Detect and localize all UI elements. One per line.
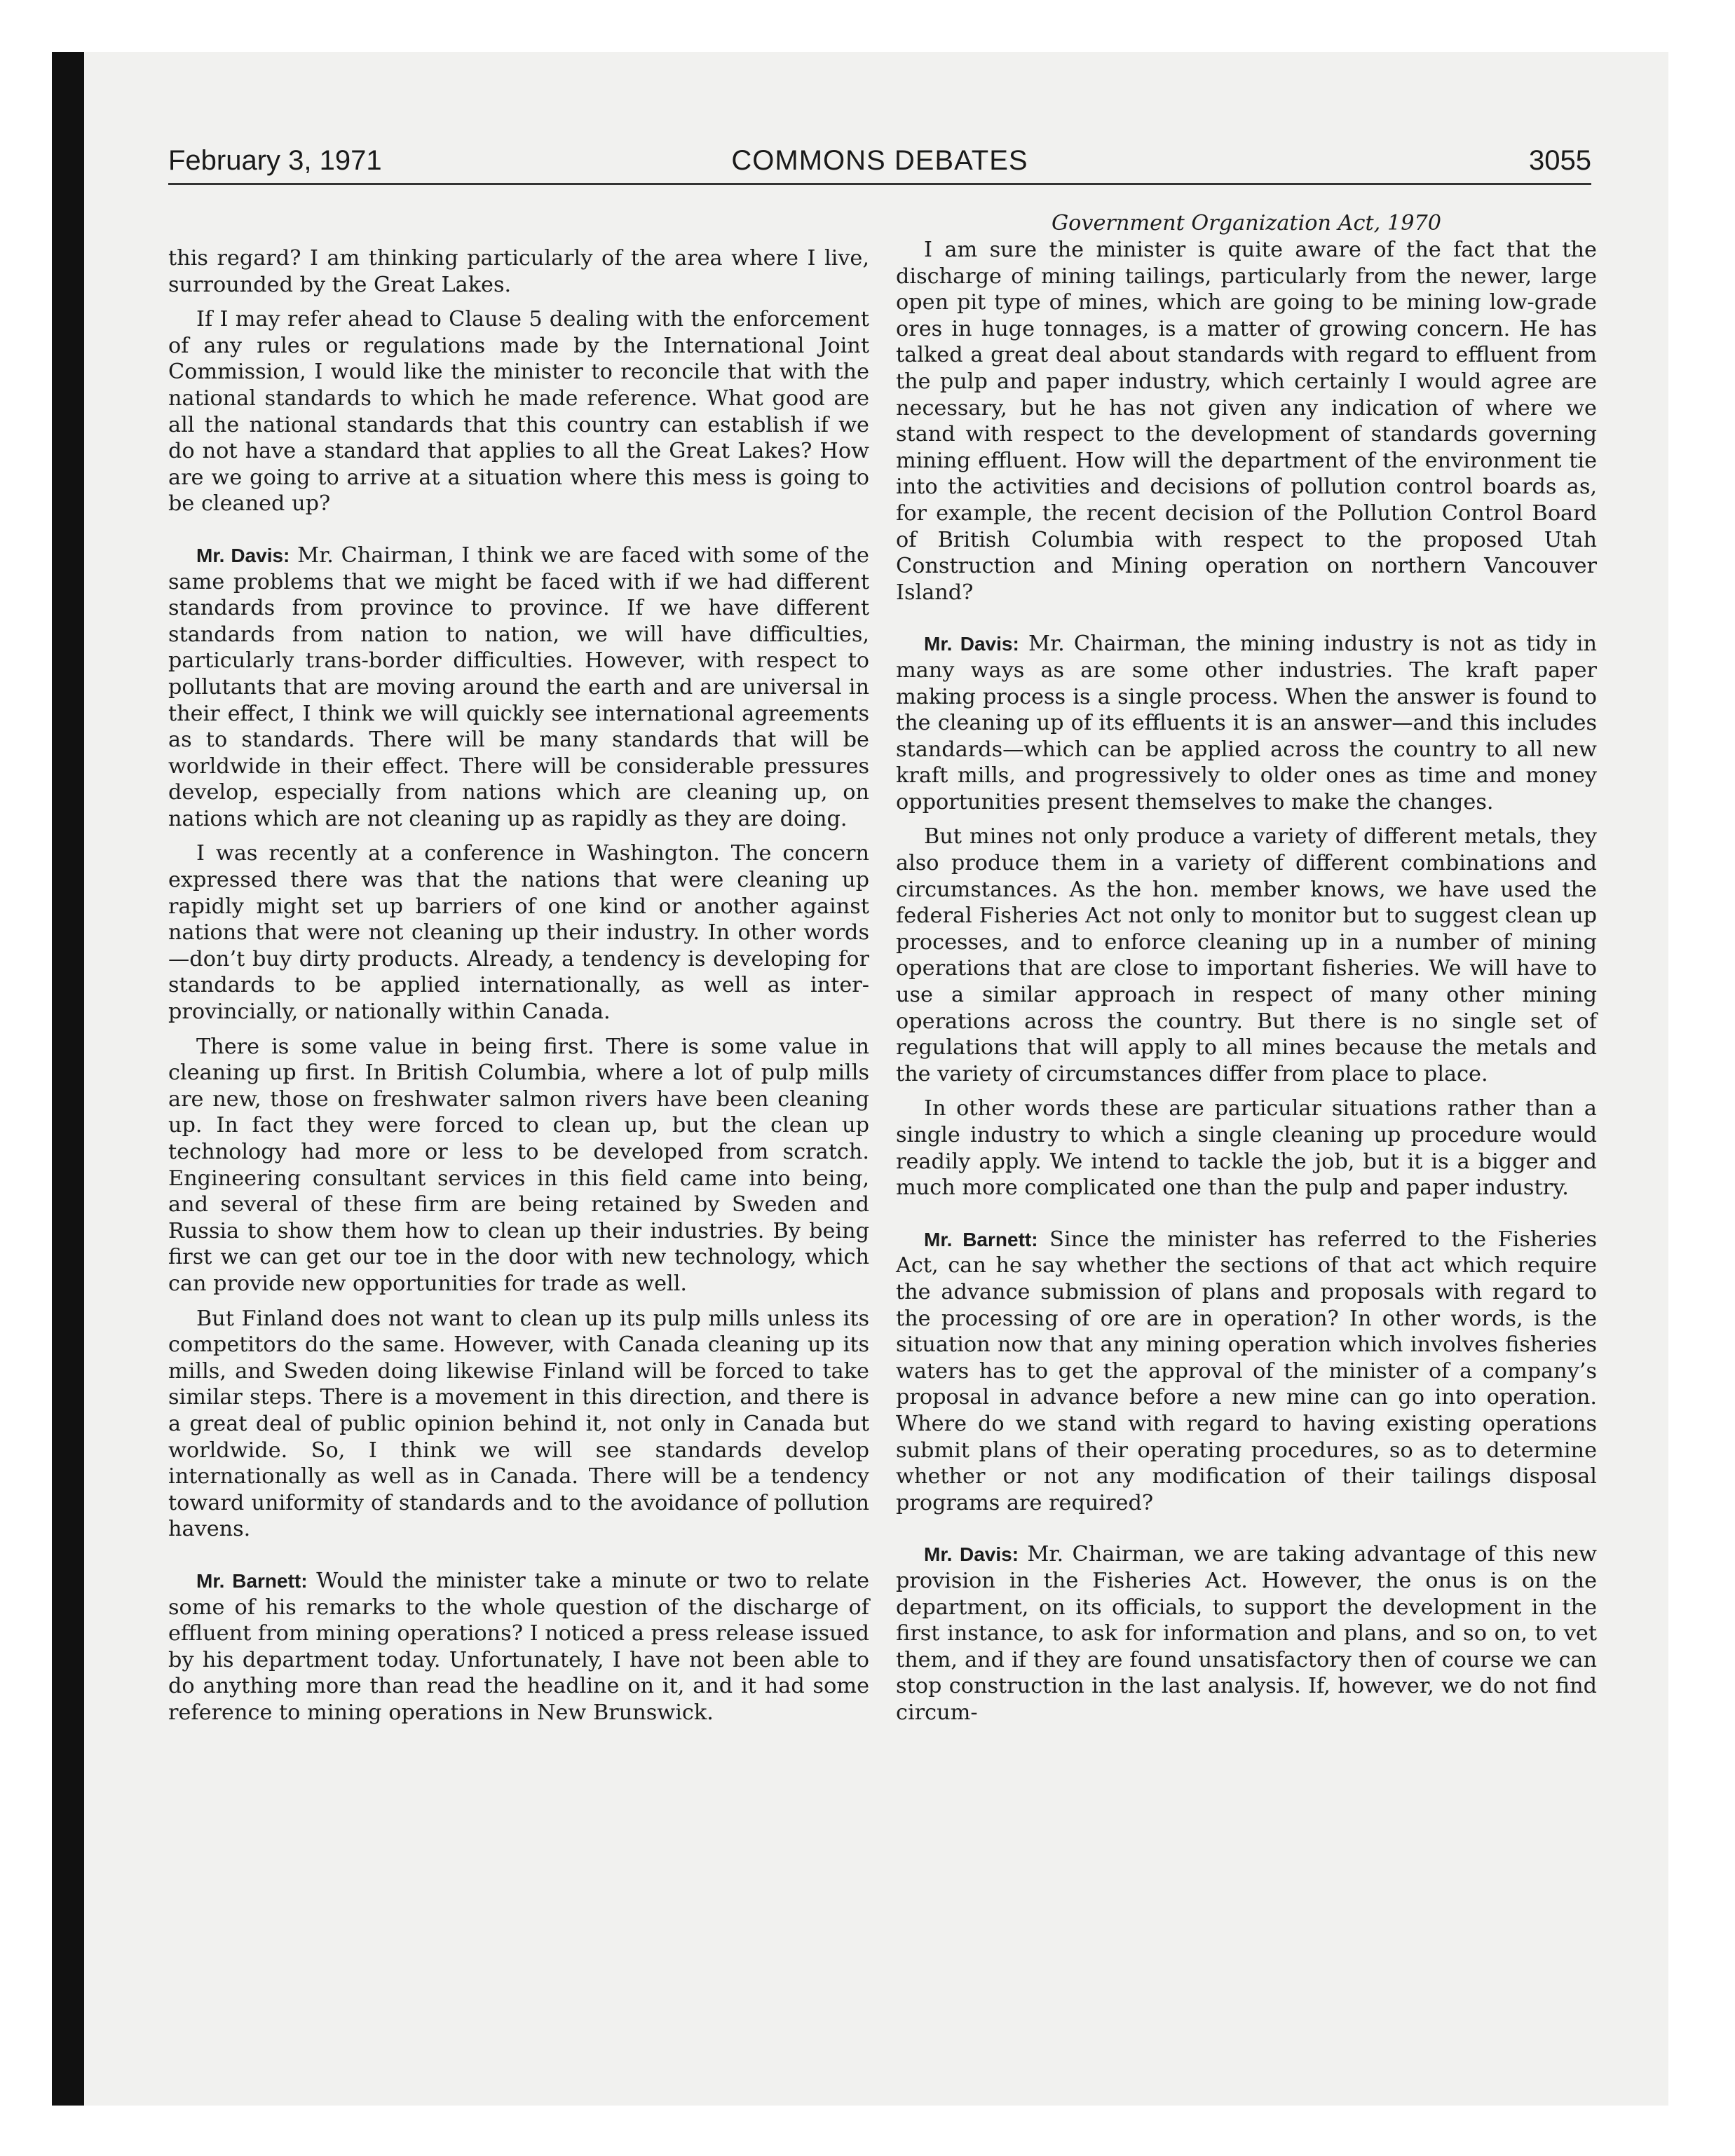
speech-text: Mr. Chairman, we are taking advantage of this new provision in the Fisheries Act. However, the onus is on the department, on its officials, to support the development in the first instance, to ask for information and plans, and so on, to vet them, and if they are found unsatisfactory then of course we can stop construction in the last analysis. If, however, we do not find circum- [896,1542,1597,1725]
speech-paragraph [896,1541,1597,1726]
paragraph: I am sure the minister is quite aware of the fact that the discharge of mining tailings, particularly from the newer, large open pit type of mines, which are going to be mining low-grade ores in huge tonnages, is a matter of growing concern. He has talked a great deal about standards with regard to effluent from the pulp and paper industry, which certainly I would agree are necessary, but he has not given any indication of where we stand with respect to the development of standards governing mining effluent. How will the department of the environment tie into the activities and decisions of pollution control boards as, for example, the recent decision of the Pollution Control Board of British Columbia with respect to the proposed Utah Construction and Mining operation on northern Vancouver Island? [896,238,1597,605]
running-head: Government Organization Act, 1970 [1051,211,1442,236]
paragraph: But mines not only produce a variety of different metals, they also produce them in a variety of different combinations and circumstances. As the hon. member knows, we have used the federal Fisheries Act not only to monitor but to suggest clean up processes, and to enforce cleaning up in a number of mining operations that are close to important fisheries. We will have to use a similar approach in respect of many other mining operations across the country. But there is no single set of regulations that will apply to all mines because the metals and the variety of circumstances differ from place to place. [896,824,1597,1086]
right-column [896,210,1597,1734]
speaker-name: Mr. Davis: [924,1543,1019,1566]
page-header [168,144,1591,185]
paragraph: In other words these are particular situations rather than a single industry to which a single cleaning up procedure would readily apply. We intend to tackle the job, but it is a bigger and much more complicated one than the pulp and paper industry. [896,1096,1597,1201]
speech-paragraph [168,543,869,833]
header-title: COMMONS DEBATES [731,145,1028,176]
speaker-name: Mr. Davis: [924,633,1019,655]
page-number: 3055 [1529,145,1591,176]
speech-text: Since the minister has referred to the Fisheries Act, can he say whether the sections of that act which require the advance submission of plans and proposals with regard to the processing of ore are in operation? In other words, is the situation now that any mining operation which involves fisheries waters has to get the approval of the minister of a company’s proposal in advance before a new mine can go into operation. Where do we stand with regard to having existing operations submit plans of their operating procedures, so as to determine whether or not any modification of their tailings disposal programs are required? [896,1227,1598,1515]
paragraph: If I may refer ahead to Clause 5 dealing with the enforcement of any rules or regulations made by the International Joint Commission, I would like the minister to reconcile that with the national standards to which he made reference. What good are all the national standards that this country can establish if we do not have a standard that applies to all the Great Lakes? How are we going to arrive at a situation where this mess is going to be cleaned up? [168,307,869,517]
scan-left-margin [52,52,84,2106]
speaker-name: Mr. Davis: [196,544,290,566]
left-column [168,245,869,1734]
speech-paragraph [168,1568,869,1726]
speech-paragraph [896,631,1597,815]
paragraph: But Finland does not want to clean up its pulp mills unless its competitors do the same. However, with Canada cleaning up its mills, and Sweden doing likewise Finland will be forced to take similar steps. There is a movement in this direction, and there is a great deal of public opinion behind it, not only in Canada but worldwide. So, I think we will see standards develop internationally as well as in Canada. There will be a tendency toward uniformity of standards and to the avoidance of pollution havens. [168,1306,869,1542]
header-date: February 3, 1971 [168,145,382,176]
speech-text: Mr. Chairman, the mining industry is not as tidy in many ways as are some other industries. The kraft paper making process is a single process. When the answer is found to the cleaning up of its effluents it is an answer—and this includes standards—which can be applied across the country to all new kraft mills, and progressively to older ones as time and money opportunities present themselves to make the changes. [896,632,1597,814]
paragraph: this regard? I am thinking particularly of the area where I live, surrounded by the Great Lakes. [168,246,869,297]
speaker-name: Mr. Barnett: [924,1228,1038,1250]
speech-paragraph [896,1227,1597,1517]
speech-text: Would the minister take a minute or two to relate some of his remarks to the whole question of the discharge of effluent from mining operations? I noticed a press release issued by his department today. Unfortunately, I have not been able to do anything more than read the headline on it, and it had some reference to mining operations in New Brunswick. [168,1568,869,1725]
paragraph: I was recently at a conference in Washington. The concern expressed there was that the nations that were cleaning up rapidly might set up barriers of one kind or another against nations that were not cleaning up their industry. In other words—don’t buy dirty products. Already, a tendency is developing for standards to be applied internationally, as well as inter-provincially, or nationally within Canada. [168,841,869,1025]
speech-text: Mr. Chairman, I think we are faced with some of the same problems that we might be faced with if we had different standards from province to province. If we have different standards from nation to nation, we will have difficulties, particularly trans-border difficulties. However, with respect to pollutants that are moving around the earth and are universal in their effect, I think we will quickly see international agreements as to standards. There will be many standards that will be worldwide in their effect. There will be considerable pressures develop, especially from nations which are cleaning up, on nations which are not cleaning up as rapidly as they are doing. [168,543,869,831]
speaker-name: Mr. Barnett: [196,1569,308,1592]
paragraph: There is some value in being first. There is some value in cleaning up first. In British Columbia, where a lot of pulp mills are new, those on freshwater salmon rivers have been cleaning up. In fact they were forced to clean up, but the clean up technology had more or less to be developed from scratch. Engineering consultant services in this field came into being, and several of these firm are being retained by Sweden and Russia to show them how to clean up their industries. By being first we can get our toe in the door with new technology, which can provide new opportunities for trade as well. [168,1034,869,1296]
